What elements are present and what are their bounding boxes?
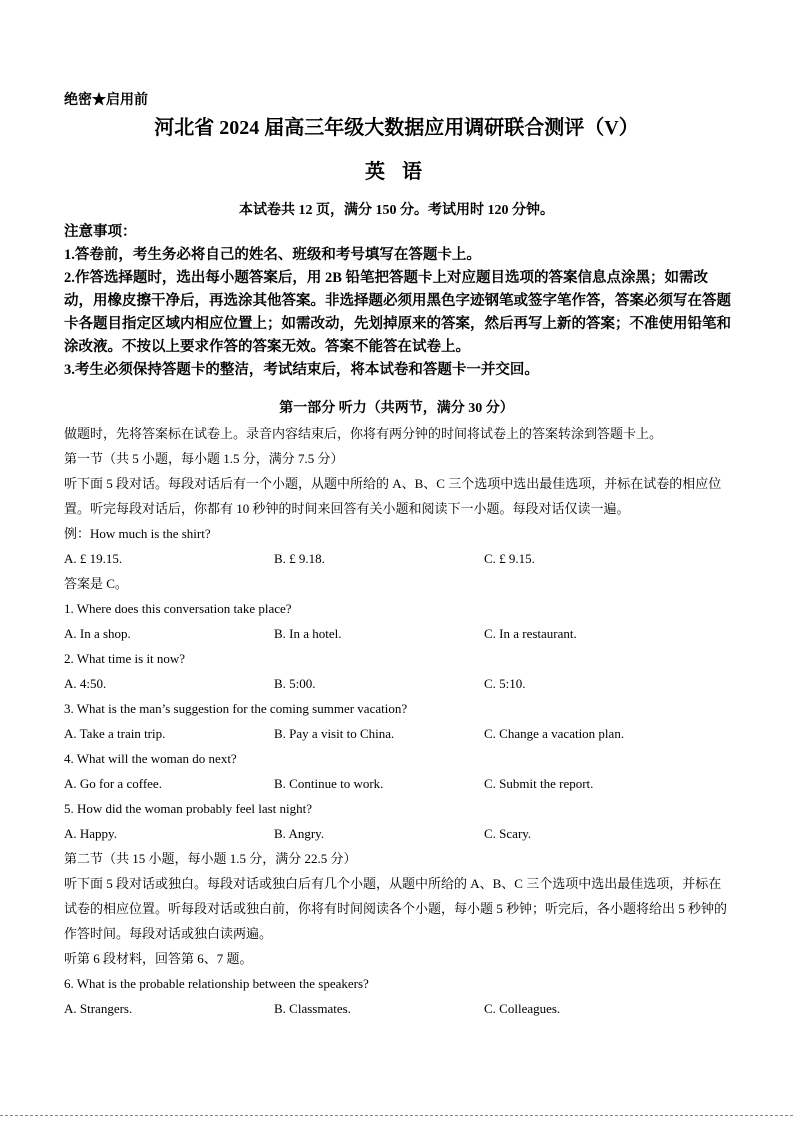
option-b: B. £ 9.18. bbox=[274, 551, 325, 566]
page-divider bbox=[0, 1115, 793, 1116]
option-a: A. Take a train trip. bbox=[64, 726, 166, 741]
question-4-options bbox=[64, 771, 734, 796]
question-2-options bbox=[64, 671, 734, 696]
option-c: C. In a restaurant. bbox=[484, 626, 577, 641]
question-3-options bbox=[64, 721, 734, 746]
option-b: B. Pay a visit to China. bbox=[274, 726, 395, 741]
option-b: B. Classmates. bbox=[274, 1001, 351, 1016]
question-5: 5. How did the woman probably feel last night? bbox=[64, 801, 313, 816]
option-c: C. Scary. bbox=[484, 826, 532, 841]
material-note: 听第 6 段材料，回答第 6、7 题。 bbox=[64, 951, 253, 966]
option-c: C. Submit the report. bbox=[484, 776, 594, 791]
question-2: 2. What time is it now? bbox=[64, 651, 186, 666]
question-3: 3. What is the man’s suggestion for the coming summer vacation? bbox=[64, 701, 408, 716]
section2-instruction: 听下面 5 段对话或独白。每段对话或独白后有几个小题，从题中所给的 A、B、C 三个选项中选出最佳选项，并标在试卷的相应位置。听每段对话或独白前，你将有时间阅读各个小题，每小题 5 秒钟；听完后，各小题将给出 5 秒钟的作答时间。每段对话或独白读两遍。 bbox=[64, 876, 728, 941]
example-answer: 答案是 C。 bbox=[64, 576, 128, 591]
confidential-label: 绝密★启用前 bbox=[64, 93, 148, 108]
exam-info: 本试卷共 12 页，满分 150 分。考试用时 120 分钟。 bbox=[239, 203, 554, 218]
section1-title: 第一节（共 5 小题，每小题 1.5 分，满分 7.5 分） bbox=[64, 451, 344, 466]
exam-title: 河北省 2024 届高三年级大数据应用调研联合测评（V） bbox=[154, 117, 639, 139]
question-6-options bbox=[64, 996, 734, 1021]
option-c: C. £ 9.15. bbox=[484, 551, 535, 566]
section1-instruction: 听下面 5 段对话。每段对话后有一个小题，从题中所给的 A、B、C 三个选项中选出最佳选项，并标在试卷的相应位置。听完每段对话后，你都有 10 秒钟的时间来回答有关小题和阅读下一小题。每段对话仅读一遍。 bbox=[64, 476, 722, 516]
notice-block bbox=[64, 221, 734, 382]
question-4: 4. What will the woman do next? bbox=[64, 751, 237, 766]
option-a: A. 4:50. bbox=[64, 676, 107, 691]
option-c: C. Colleagues. bbox=[484, 1001, 561, 1016]
option-c: C. 5:10. bbox=[484, 676, 526, 691]
option-a: A. £ 19.15. bbox=[64, 551, 123, 566]
notice-item-1: 1.答卷前，考生务必将自己的姓名、班级和考号填写在答题卡上。 bbox=[64, 247, 481, 263]
question-5-options bbox=[64, 821, 734, 846]
option-b: B. 5:00. bbox=[274, 676, 316, 691]
option-b: B. In a hotel. bbox=[274, 626, 342, 641]
option-c: C. Change a vacation plan. bbox=[484, 726, 625, 741]
part1-instruction: 做题时，先将答案标在试卷上。录音内容结束后，你将有两分钟的时间将试卷上的答案转涂到答题卡上。 bbox=[64, 426, 663, 441]
option-a: A. Happy. bbox=[64, 826, 117, 841]
option-b: B. Continue to work. bbox=[274, 776, 384, 791]
notice-item-3: 3.考生必须保持答题卡的整洁，考试结束后，将本试卷和答题卡一并交回。 bbox=[64, 362, 539, 378]
subject-title: 英 语 bbox=[365, 161, 428, 183]
option-a: A. Go for a coffee. bbox=[64, 776, 162, 791]
notice-item-2: 2.作答选择题时，选出每小题答案后，用 2B 铅笔把答题卡上对应题目选项的答案信息点涂黑；如需改动，用橡皮擦干净后，再选涂其他答案。非选择题必须用黑色字迹钢笔或签字笔作答，答案必须写在答题卡各题目指定区域内相应位置上；如需改动，先划掉原来的答案，然后再写上新的答案；不准使用铅笔和涂改液。不按以上要求作答的答案无效。答案不能答在试卷上。 bbox=[64, 270, 731, 355]
option-a: A. In a shop. bbox=[64, 626, 131, 641]
section2-title: 第二节（共 15 小题，每小题 1.5 分，满分 22.5 分） bbox=[64, 851, 357, 866]
part1-title: 第一部分 听力（共两节，满分 30 分） bbox=[279, 401, 514, 416]
question-6: 6. What is the probable relationship between the speakers? bbox=[64, 976, 369, 991]
option-a: A. Strangers. bbox=[64, 1001, 133, 1016]
example-question: 例：How much is the shirt? bbox=[64, 526, 211, 541]
example-options bbox=[64, 546, 734, 571]
question-1: 1. Where does this conversation take place? bbox=[64, 601, 292, 616]
question-1-options bbox=[64, 621, 734, 646]
notice-heading: 注意事项： bbox=[64, 224, 137, 240]
option-b: B. Angry. bbox=[274, 826, 325, 841]
listening-section bbox=[64, 421, 734, 1021]
